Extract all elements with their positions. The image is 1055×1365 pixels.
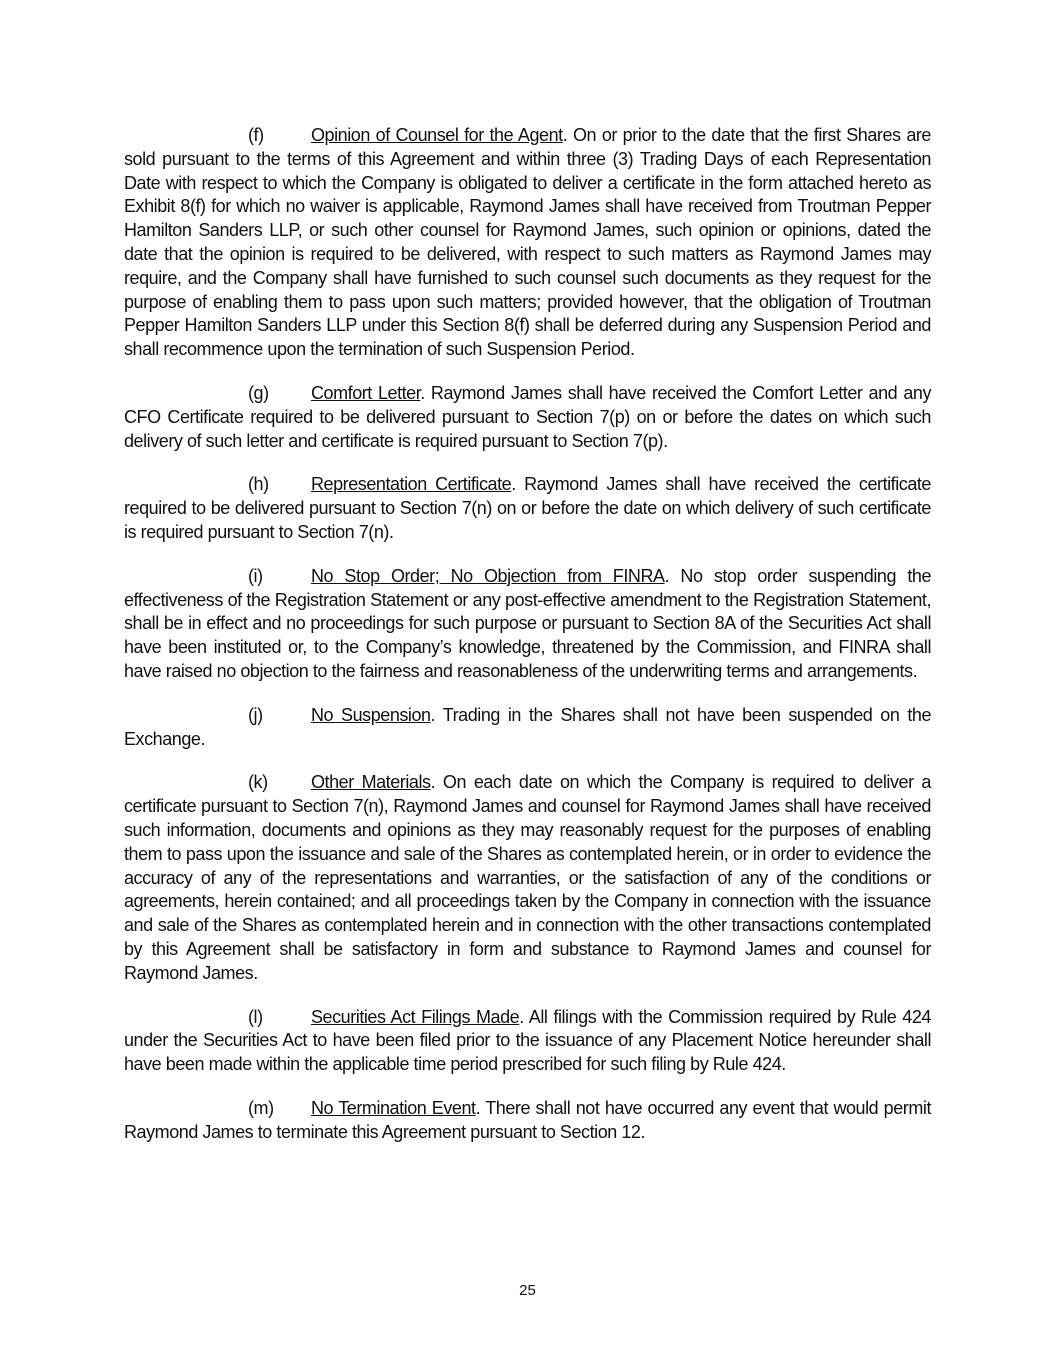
paragraph-f bbox=[124, 124, 931, 362]
paragraph-text: . Trading in the Shares shall not have been suspended on the Exchange. bbox=[124, 704, 931, 749]
paragraph-j bbox=[124, 704, 931, 752]
paragraph-i bbox=[124, 565, 931, 684]
paragraph-label: (m) bbox=[248, 1097, 274, 1118]
paragraph-label: (i) bbox=[248, 565, 263, 586]
paragraph-heading: Representation Certificate bbox=[311, 474, 512, 495]
paragraph-text: . On each date on which the Company is required to deliver a certificate pursuant to Section 7(n), Raymond James and counsel for Raymond James shall have received such information, documents and opinions as they may reasonably request for the purposes of enabling them to pass upon the issuance and sale of the Shares as contemplated herein, or in order to evidence the accuracy of any of the representations and warranties, or the satisfaction of any of the conditions or agreements, herein contained; and all proceedings taken by the Company in connection with the issuance and sale of the Shares as contemplated herein and in connection with the other transactions contemplated by this Agreement shall be satisfactory in form and substance to Raymond James and counsel for Raymond James. bbox=[124, 772, 931, 983]
paragraph-label: (h) bbox=[248, 474, 269, 495]
paragraph-text: . There shall not have occurred any event that would permit Raymond James to terminate this Agreement pursuant to Section 12. bbox=[124, 1097, 931, 1142]
paragraph-text: . Raymond James shall have received the certificate required to be delivered pursuant to Section 7(n) on or before the date on which delivery of such certificate is required pursuant to Section 7(n). bbox=[124, 474, 931, 542]
paragraph-l bbox=[124, 1006, 931, 1077]
paragraph-text: . Raymond James shall have received the Comfort Letter and any CFO Certificate required to be delivered pursuant to Section 7(p) on or before the dates on which such delivery of such letter and certificate is required pursuant to Section 7(p). bbox=[124, 382, 931, 451]
paragraph-m bbox=[124, 1097, 931, 1145]
paragraph-heading: No Stop Order; No Objection from FINRA bbox=[311, 565, 665, 586]
paragraph-heading: No Termination Event bbox=[311, 1097, 476, 1118]
paragraph-k bbox=[124, 771, 931, 985]
paragraph-label: (g) bbox=[248, 382, 269, 403]
paragraph-label: (j) bbox=[248, 704, 263, 725]
paragraph-g bbox=[124, 382, 931, 453]
paragraph-heading: Comfort Letter bbox=[311, 382, 421, 403]
paragraph-text: . On or prior to the date that the first Shares are sold pursuant to the terms of this Agreement and within three (3) Trading Days of each Representation Date with respect to which the Company is obligated to deliver a certificate in the form attached hereto as Exhibit 8(f) for which no waiver is applicable, Raymond James shall have received from Troutman Pepper Hamilton Sanders LLP, or such other counsel for Raymond James, such opinion or opinions, dated the date that the opinion is required to be delivered, with respect to such matters as Raymond James may require, and the Company shall have furnished to such counsel such documents as they request for the purpose of enabling them to pass upon such matters; provided however, that the obligation of Troutman Pepper Hamilton Sanders LLP under this Section 8(f) shall be deferred during any Suspension Period and shall recommence upon the termination of such Suspension Period. bbox=[124, 125, 931, 360]
paragraph-heading: Opinion of Counsel for the Agent bbox=[311, 125, 563, 145]
paragraph-heading: No Suspension bbox=[311, 704, 431, 725]
document-body bbox=[124, 124, 931, 1164]
paragraph-label: (l) bbox=[248, 1006, 263, 1027]
paragraph-label: (k) bbox=[248, 772, 268, 793]
paragraph-heading: Other Materials bbox=[311, 772, 431, 793]
paragraph-label: (f) bbox=[248, 125, 264, 145]
paragraph-heading: Securities Act Filings Made bbox=[311, 1006, 520, 1027]
paragraph-h bbox=[124, 473, 931, 544]
page-number: 25 bbox=[519, 1282, 536, 1299]
paragraph-text: . All filings with the Commission required by Rule 424 under the Securities Act to have been filed prior to the issuance of any Placement Notice hereunder shall have been made within the applicable time period prescribed for such filing by Rule 424. bbox=[124, 1006, 931, 1075]
paragraph-text: . No stop order suspending the effectiveness of the Registration Statement or any post-effective amendment to the Registration Statement, shall be in effect and no proceedings for such purpose or pursuant to Section 8A of the Securities Act shall have been instituted or, to the Company’s knowledge, threatened by the Commission, and FINRA shall have raised no objection to the fairness and reasonableness of the underwriting terms and arrangements. bbox=[124, 565, 932, 681]
